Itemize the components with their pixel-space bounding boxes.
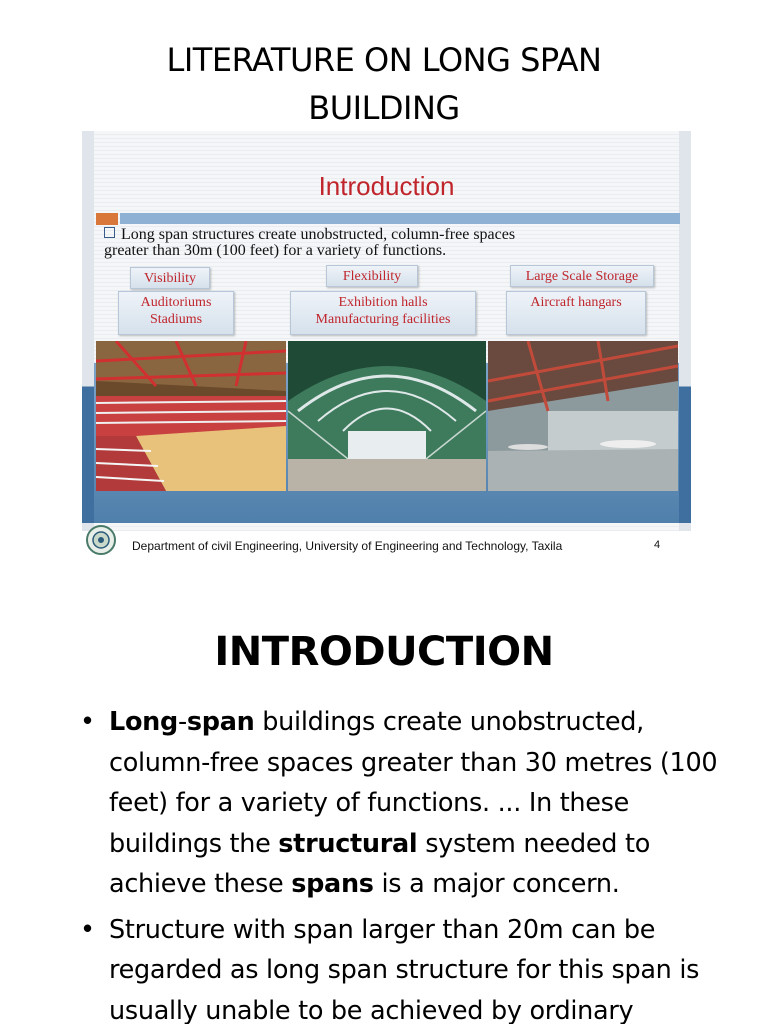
- bullet-list: [80, 702, 740, 1024]
- page-title-line1: LITERATURE ON LONG SPAN: [166, 41, 602, 79]
- section-heading: INTRODUCTION: [214, 629, 554, 675]
- tag-auditoriums: [118, 291, 234, 335]
- tag-auditoriums-line2: Stadiums: [149, 312, 203, 327]
- slide-image: [82, 131, 691, 557]
- tag-storage-label: Large Scale Storage: [525, 269, 639, 284]
- slide-footer-text: Department of civil Engineering, University of Engineering and Technology, Taxila: [132, 539, 563, 553]
- tag-hangars: [506, 291, 646, 335]
- tag-exhibition-line1: Exhibition halls: [338, 295, 428, 310]
- bullet-text: -: [177, 707, 187, 737]
- bullet-bold-spans: spans: [291, 869, 374, 899]
- tag-flexibility: [326, 265, 418, 287]
- photo-stadium: [96, 341, 286, 491]
- slide-heading: Introduction: [318, 171, 455, 201]
- hangar-illustration: [488, 341, 678, 491]
- page-title-line2: BUILDING: [308, 89, 460, 127]
- hall-illustration: [288, 341, 486, 491]
- bullet-bold-long: Long: [109, 707, 178, 737]
- bullet-text: Structure with span larger than 20m can be regarded as long span structure for this span is usually unable to be achieved by ordinary: [109, 914, 700, 1024]
- bullet-bold-structural: structural: [278, 828, 418, 859]
- bullet-dot-icon: •: [80, 707, 95, 737]
- tag-visibility-label: Visibility: [143, 271, 197, 286]
- slide-bullet-line2: greater than 30m (100 feet) for a variety of functions.: [104, 242, 447, 259]
- bullet-text: system needed to achieve these: [109, 828, 650, 899]
- bullet-item: [80, 910, 740, 1024]
- tag-auditoriums-line1: Auditoriums: [140, 295, 212, 310]
- slide-bullet: [104, 227, 664, 259]
- photo-aircraft-hangar: [488, 341, 678, 491]
- bullet-bold-span: span: [186, 707, 255, 737]
- photo-exhibition-hall: [288, 341, 486, 491]
- checkbox-bullet-icon: [104, 227, 115, 238]
- stadium-illustration: [96, 341, 286, 491]
- slide-rule: [120, 213, 680, 224]
- page-title: [0, 36, 768, 132]
- bullet-dot-icon: •: [80, 914, 95, 945]
- bullet-text: is a major concern.: [373, 869, 620, 899]
- tag-visibility: [130, 267, 210, 289]
- tag-flexibility-label: Flexibility: [342, 269, 402, 284]
- tag-storage: [510, 265, 654, 287]
- university-logo-icon: [86, 525, 116, 555]
- tag-exhibition-line2: Manufacturing facilities: [315, 312, 451, 327]
- tag-exhibition: [290, 291, 476, 335]
- slide-accent: [96, 213, 118, 225]
- bullet-item: [80, 702, 740, 905]
- bullet-text: buildings create unobstructed, column-free spaces greater than 30 metres (100 feet) for a variety of functions. ... In these buildings the: [109, 707, 718, 859]
- slide-page-number: 4: [654, 539, 661, 551]
- slide-bullet-line1: Long span structures create unobstructed, column-free spaces: [121, 226, 516, 243]
- tag-hangars-label: Aircraft hangars: [530, 295, 622, 310]
